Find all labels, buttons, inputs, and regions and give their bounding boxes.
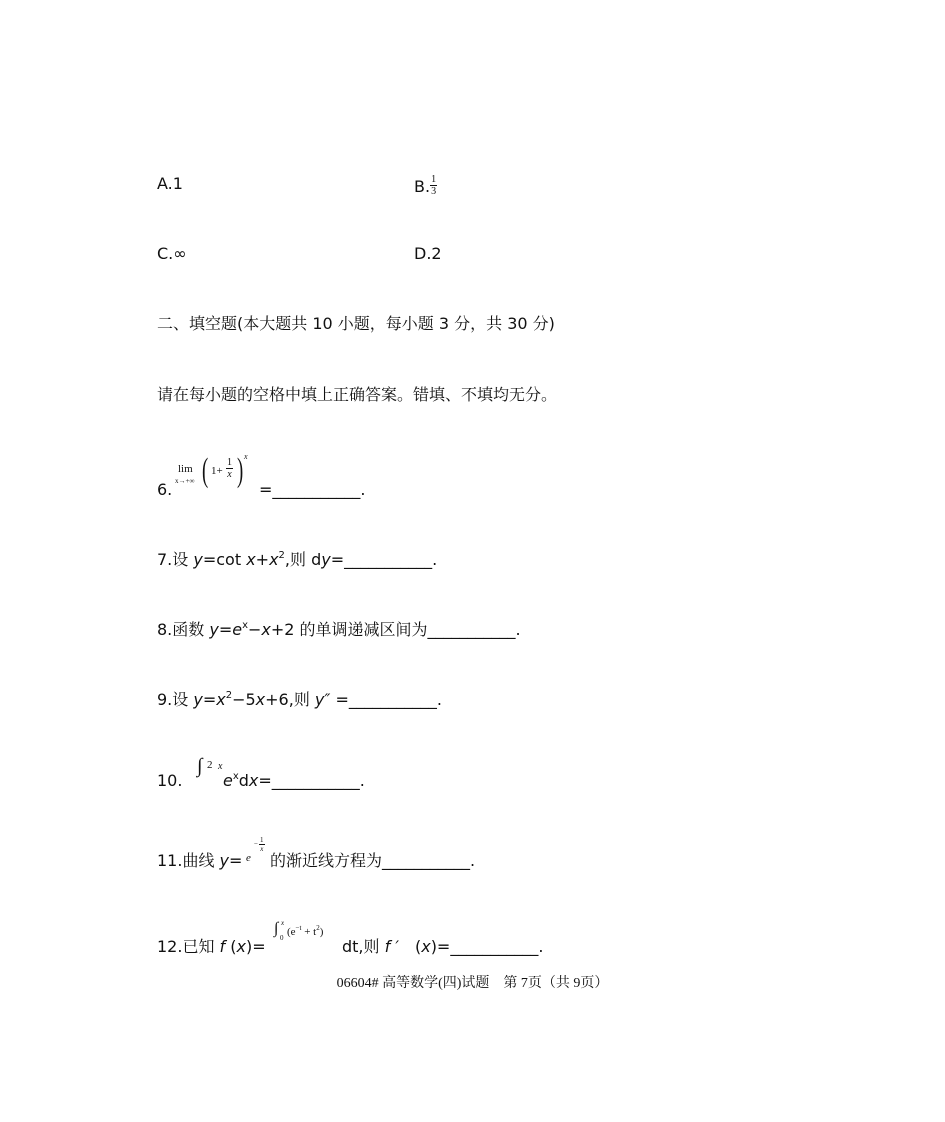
q9-mid: −5 [232, 690, 256, 709]
question-6 [157, 480, 172, 500]
q12-rest: dt,则 f ′ (x)=___________. [342, 937, 544, 956]
right-paren: ) [237, 452, 244, 489]
option-d: D.2 [414, 244, 442, 263]
q12-answer-blank: )=___________. [430, 937, 544, 956]
q9-prefix: 9.设 [157, 690, 194, 709]
exponent: 2 [225, 690, 233, 701]
q10-answer-blank: =___________. [258, 771, 365, 790]
integral-sign: ∫ [197, 755, 203, 777]
eq: = [202, 690, 217, 709]
integral-sign: ∫ [274, 920, 279, 937]
fraction-denominator: x [260, 845, 264, 853]
upper-limit: x [281, 919, 285, 927]
d: d [238, 771, 249, 790]
one-plus: 1+ [211, 465, 223, 477]
q10-rest [223, 771, 365, 791]
exponent: x [244, 452, 248, 461]
question-number: 6. [157, 480, 173, 499]
q8-prefix: 8.函数 [157, 620, 210, 639]
var-x: x [248, 771, 259, 790]
q11-exponential [246, 836, 270, 866]
question-11 [157, 851, 242, 871]
option-b [414, 174, 437, 197]
var-e: e [232, 620, 243, 639]
var-x: x [421, 937, 431, 956]
plus: + [255, 550, 270, 569]
f-prime: f ′ [384, 937, 399, 956]
fraction-numerator: 1 [227, 457, 232, 468]
var-y: y [193, 550, 203, 569]
exponent-fraction [259, 836, 265, 853]
lim-label: lim [178, 463, 193, 475]
exponent: 2 [278, 550, 285, 561]
question-8 [157, 620, 521, 640]
coef-two: 2 [207, 759, 213, 771]
var-y: y [209, 620, 219, 639]
open-paren: ( [225, 937, 237, 956]
var-x: x [269, 550, 279, 569]
integrand-start: (e [287, 926, 296, 938]
exponent: x [242, 620, 248, 631]
fraction-numerator: 1 [260, 836, 264, 844]
var-x: x [246, 550, 256, 569]
var-y: y [321, 550, 331, 569]
q6-answer-blank: =___________. [259, 480, 366, 499]
q12-integral-expression [274, 920, 344, 948]
y-double-prime: y″ [314, 690, 331, 709]
option-b-prefix: B. [414, 177, 431, 196]
left-paren: ( [202, 452, 209, 489]
eq: = [218, 620, 233, 639]
option-c: C.∞ [157, 244, 187, 263]
q8-answer-blank: +2 的单调递减区间为___________. [270, 620, 521, 639]
exponent: 2 [316, 924, 320, 932]
question-10 [157, 771, 182, 791]
exponent: −t [295, 924, 302, 932]
q7-then: ,则 d [284, 550, 322, 569]
integrand [287, 926, 323, 938]
option-b-fraction [430, 174, 437, 197]
q7-eq: =cot [202, 550, 247, 569]
fraction-denominator: x [227, 469, 232, 480]
var-x: x [236, 937, 246, 956]
var-x: x [218, 761, 223, 772]
integrand-plus: + t [301, 926, 317, 938]
q6-limit-expression [174, 452, 254, 495]
question-number: 10. [157, 771, 183, 790]
q6-fraction [226, 457, 233, 480]
q12-then: dt,则 [342, 937, 385, 956]
q11-prefix: 11.曲线 [157, 851, 220, 870]
var-x: x [255, 690, 266, 709]
question-7 [157, 550, 437, 570]
lower-limit: 0 [280, 934, 284, 942]
var-y: y [219, 851, 230, 870]
var-f: f [219, 937, 226, 956]
question-9 [157, 690, 442, 710]
close-paren: ) [319, 926, 324, 938]
q11-answer-blank: 的渐近线方程为___________. [270, 851, 476, 870]
var-x: x [216, 690, 226, 709]
q9-answer-blank: =___________. [330, 690, 442, 709]
fraction-denominator: 3 [431, 186, 437, 197]
q7-answer-blank: =___________. [330, 550, 438, 569]
lim-subscript: x→+∞ [175, 477, 195, 485]
question-12 [157, 937, 266, 957]
minus: − [254, 840, 258, 848]
q7-prefix: 7.设 [157, 550, 194, 569]
q12-prefix: 12.已知 [157, 937, 220, 956]
minus: − [248, 620, 262, 639]
var-x: x [261, 620, 271, 639]
eq: = [229, 851, 243, 870]
eq: )= [245, 937, 266, 956]
var-y: y [193, 690, 203, 709]
section-instruction: 请在每小题的空格中填上正确答案。错填、不填均无分。 [157, 385, 558, 404]
fraction-numerator: 1 [431, 174, 437, 185]
var-e: e [223, 771, 233, 790]
var-e: e [246, 852, 251, 864]
option-a: A.1 [157, 174, 183, 193]
section-heading: 二、填空题(本大题共 10 小题，每小题 3 分，共 30 分) [157, 314, 555, 333]
q9-then: +6,则 [265, 690, 315, 709]
exponent: x [232, 771, 239, 782]
page-footer: 06604# 高等数学(四)试题 第 7页（共 9页） [336, 976, 609, 991]
